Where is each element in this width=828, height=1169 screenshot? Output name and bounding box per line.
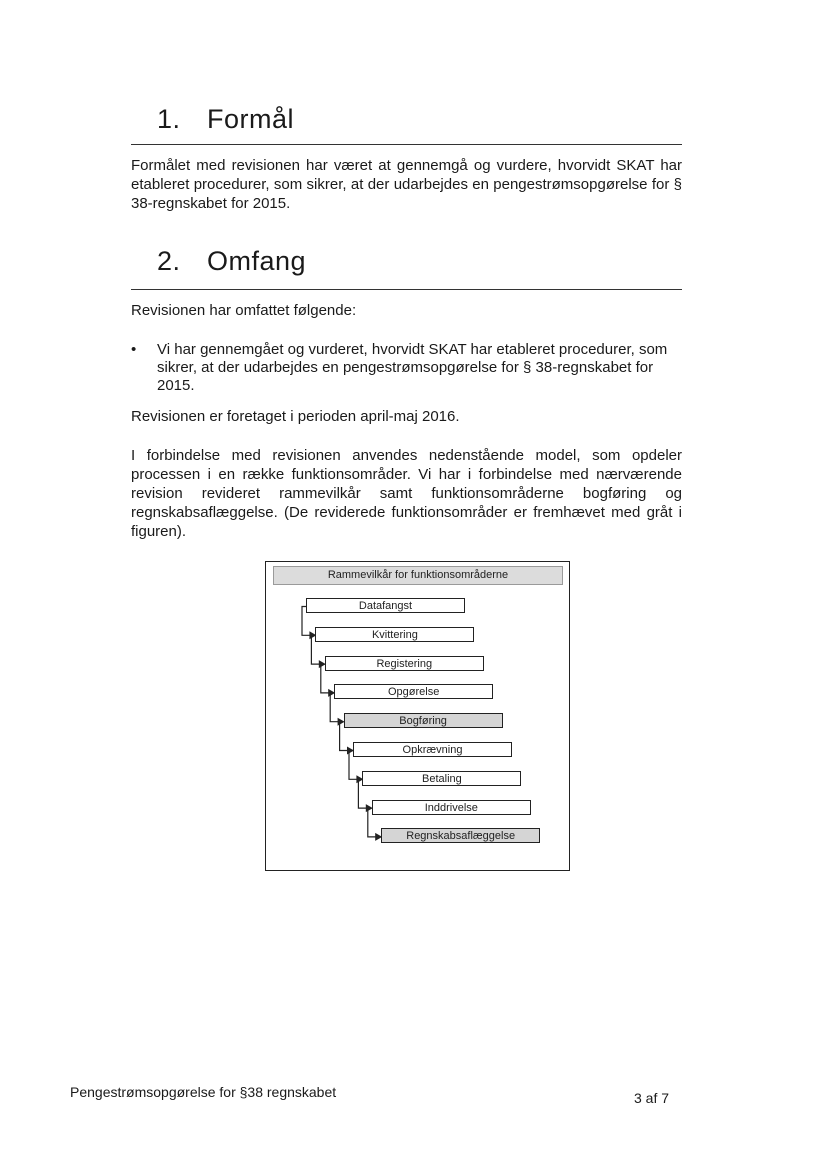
figure-header: Rammevilkår for funktionsområderne: [273, 566, 563, 585]
bullet-marker: •: [131, 341, 137, 358]
process-step: Registering: [325, 656, 484, 671]
process-step: Inddrivelse: [372, 800, 531, 815]
process-step: Opkrævning: [353, 742, 512, 757]
process-step: Betaling: [362, 771, 521, 786]
process-step: Bogføring: [344, 713, 503, 728]
section-1-number: 1.: [157, 104, 181, 134]
page-number: 3 af 7: [634, 1090, 670, 1106]
process-step: Regnskabsaflæggelse: [381, 828, 540, 843]
section-2-intro: Revisionen har omfattet følgende:: [131, 302, 357, 319]
process-step: Opgørelse: [334, 684, 493, 699]
section-1-title: Formål: [207, 104, 295, 134]
section-2-number: 2.: [157, 246, 181, 276]
section-2-title: Omfang: [207, 246, 307, 276]
section-2-period: Revisionen er foretaget i perioden april-maj 2016.: [131, 408, 460, 425]
bullet-item: Vi har gennemgået og vurderet, hvorvidt SKAT har etableret procedurer, som sikrer, at der udarbejdes en pengestrømsopgørelse for § 38-regnskabet for 2015.: [157, 341, 668, 394]
process-step: Kvittering: [315, 627, 474, 642]
section-2-model-text: I forbindelse med revisionen anvendes nedenstående model, som opdeler processen i en række funktionsområder. Vi har i forbindelse med nærværende revision revideret rammevilkår samt funktionsområderne bogføring og regnskabsaflæggelse. (De reviderede funktionsområder er fremhævet med gråt i figuren).: [131, 447, 682, 540]
process-step: Datafangst: [306, 598, 465, 613]
section-1-body: Formålet med revisionen har været at gennemgå og vurdere, hvorvidt SKAT har etableret procedurer, som sikrer, at der udarbejdes en pengestrømsopgørelse for § 38-regnskabet for 2015.: [131, 157, 682, 212]
footer-title: Pengestrømsopgørelse for §38 regnskabet: [70, 1084, 337, 1100]
